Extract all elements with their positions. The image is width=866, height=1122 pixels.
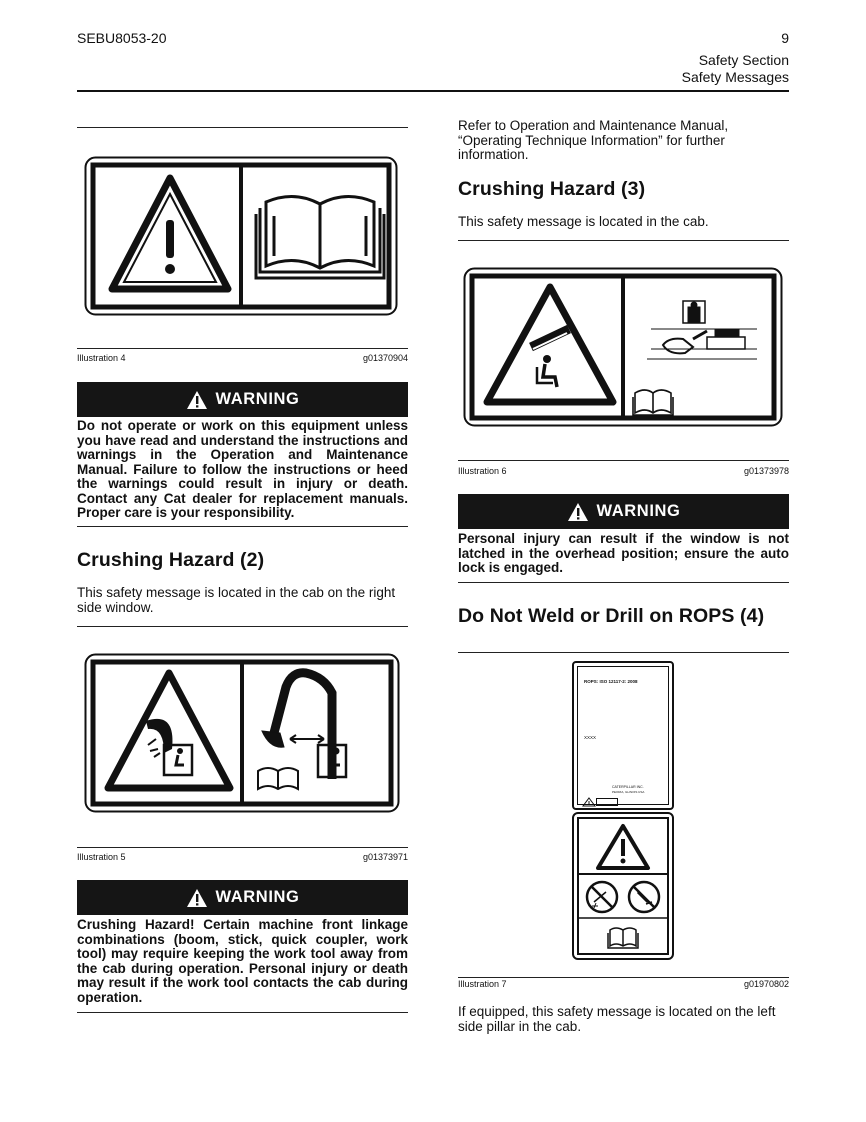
rops-maker-sub: PEORIA, ILLINOIS USA — [612, 790, 645, 794]
illustration-6-label: Illustration 6 — [458, 466, 507, 476]
warning-banner — [458, 494, 789, 529]
illustration-4-image — [84, 156, 398, 316]
rule — [77, 1012, 408, 1013]
rule — [458, 652, 789, 653]
illustration-5-image — [84, 653, 400, 813]
warning-text: Do not operate or work on this equipment unless you have read and understand the instructions and warnings in the Operation and Maintenance Manual. Failure to follow the instructions or heed the warnings could result in injury or death. Contact any Cat dealer for replacement manuals. Proper care is your responsibility. — [77, 418, 408, 520]
rops-warning-decal — [572, 812, 674, 960]
section-text: This safety message is located in the cab on the right side window. — [77, 585, 396, 615]
rule — [77, 348, 408, 349]
rule — [77, 526, 408, 527]
rule — [77, 626, 408, 627]
warning-text: Personal injury can result if the window is not latched in the overhead position; ensure the auto lock is engaged. — [458, 531, 789, 575]
section-text: This safety message is located in the cab. — [458, 214, 709, 229]
subsection-title: Safety Messages — [681, 69, 789, 85]
rops-maker: CATERPILLAR INC. — [612, 785, 644, 789]
small-warning-icon — [582, 797, 596, 807]
rule — [77, 127, 408, 128]
illustration-4-label: Illustration 4 — [77, 353, 126, 363]
illustration-4-code: g01370904 — [362, 353, 408, 363]
warning-label: WARNING — [215, 390, 300, 408]
illustration-5-code: g01373971 — [362, 852, 408, 862]
header-rule — [77, 90, 789, 92]
rule — [458, 460, 789, 461]
illustration-7-code: g01970802 — [743, 979, 789, 989]
warning-label: WARNING — [215, 888, 300, 906]
page-number: 9 — [781, 30, 789, 46]
section-heading: Do Not Weld or Drill on ROPS (4) — [458, 605, 765, 627]
rops-plate — [572, 661, 674, 810]
section-title: Safety Section — [698, 52, 789, 68]
warning-label: WARNING — [596, 502, 681, 520]
warning-triangle-icon — [567, 502, 589, 522]
doc-number: SEBU8053-20 — [77, 30, 167, 46]
warning-triangle-icon — [186, 390, 208, 410]
illustration-6-image — [463, 267, 783, 427]
intro-text: Refer to Operation and Maintenance Manual, “Operating Technique Information” for further information. — [458, 118, 729, 162]
section-heading: Crushing Hazard (2) — [77, 549, 265, 571]
rops-standard: ROPS: ISO 12117-2: 2008 — [584, 679, 638, 684]
warning-banner — [77, 382, 408, 417]
illustration-5-label: Illustration 5 — [77, 852, 126, 862]
section-heading: Crushing Hazard (3) — [458, 178, 646, 200]
rule — [77, 847, 408, 848]
warning-banner — [77, 880, 408, 915]
rule — [458, 977, 789, 978]
rule — [458, 240, 789, 241]
warning-text: Crushing Hazard! Certain machine front linkage combinations (boom, stick, quick coupler, work tool) may require keeping the work tool away from the cab during operation. Personal injury or death may result if the work tool contacts the cab during operation. — [77, 917, 408, 1005]
rule — [458, 582, 789, 583]
illustration-6-code: g01373978 — [743, 466, 789, 476]
illustration-7-label: Illustration 7 — [458, 979, 507, 989]
footer-text: If equipped, this safety message is located on the left side pillar in the cab. — [458, 1004, 776, 1034]
warning-triangle-icon — [186, 888, 208, 908]
rops-serial: XXXX — [584, 735, 597, 740]
